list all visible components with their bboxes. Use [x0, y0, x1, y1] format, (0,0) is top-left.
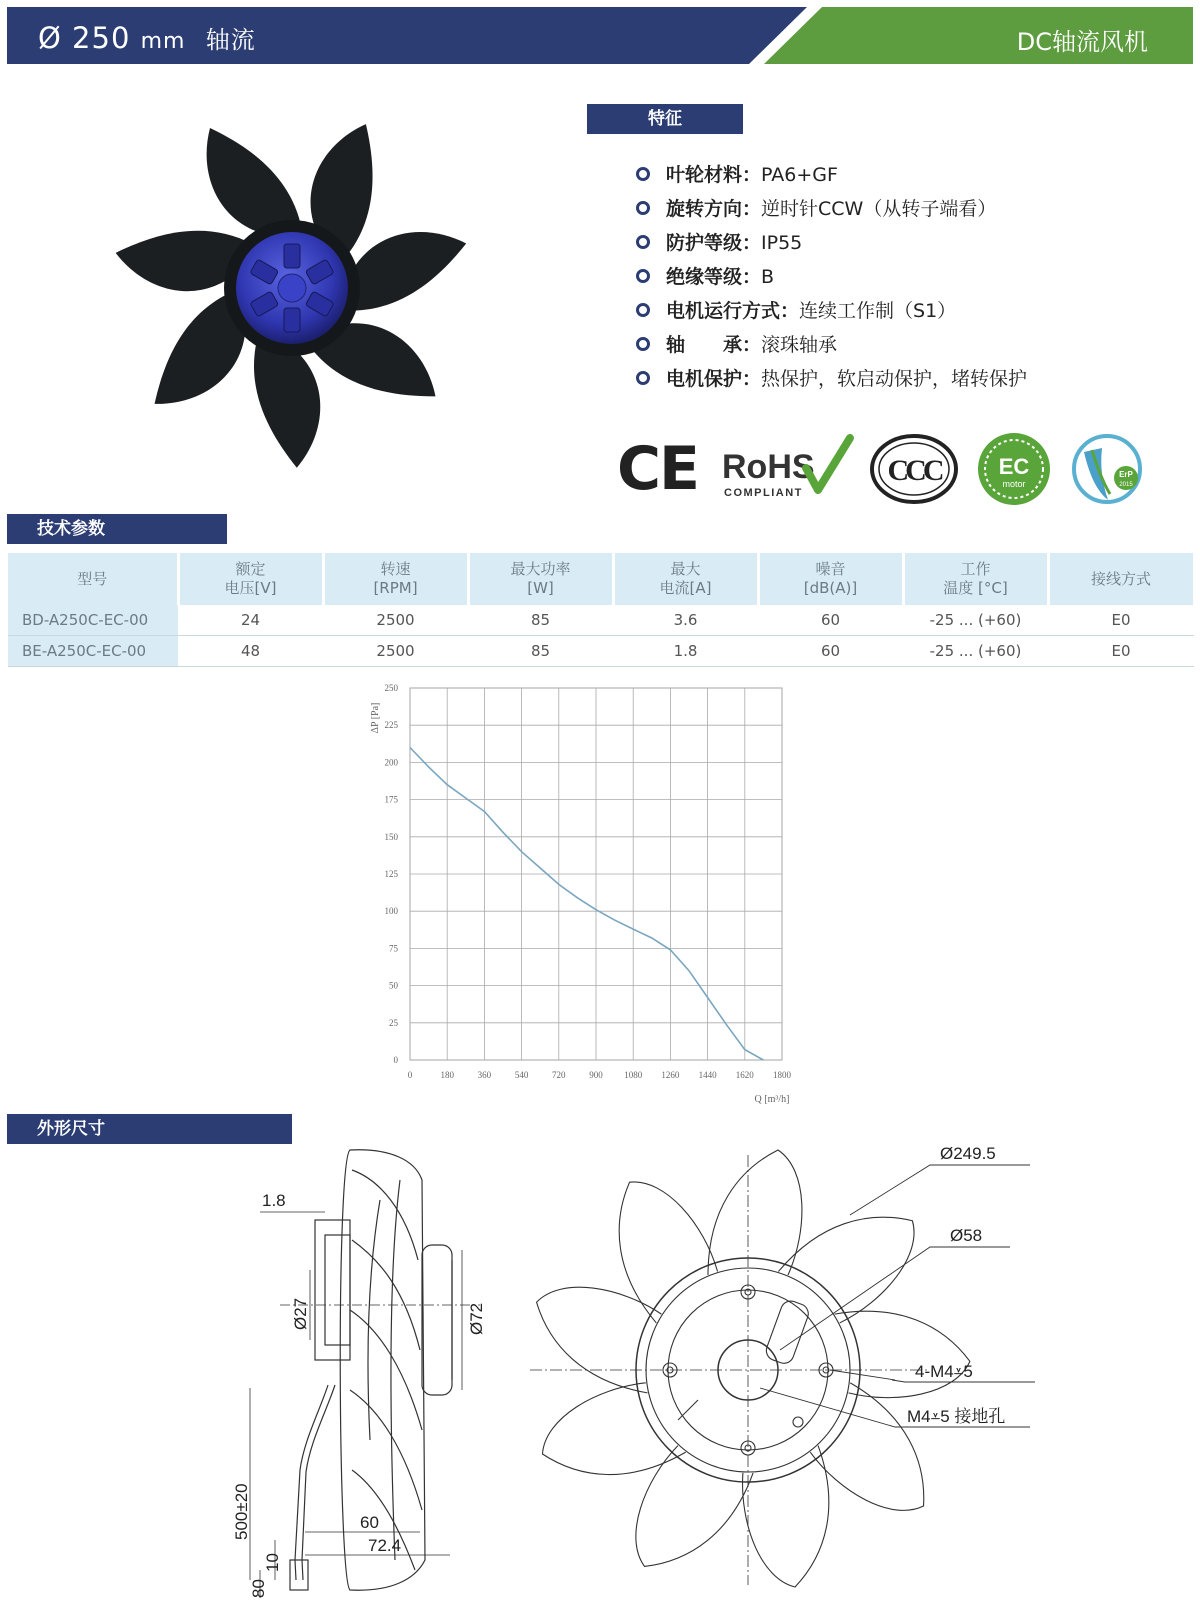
chart-x-tick-label: 1620: [735, 1070, 754, 1080]
chart-x-tick-label: 180: [440, 1070, 454, 1080]
cell-temperature: -25 ... (+60): [903, 636, 1048, 667]
product-title: [38, 20, 256, 55]
chart-x-tick-label: 1080: [624, 1070, 643, 1080]
col-header-wiring: 接线方式: [1048, 553, 1194, 605]
feature-item: 旋转方向：逆时针CCW（从转子端看）: [636, 192, 1196, 226]
table-header-row: [8, 553, 1194, 605]
col-header-speed: 转速 [RPM]: [323, 553, 468, 605]
col-header-temperature: 工作 温度 [°C]: [903, 553, 1048, 605]
cell-speed: 2500: [323, 636, 468, 667]
cell-model: BE-A250C-EC-00: [8, 636, 178, 667]
col-header-current: 最大 电流[A]: [613, 553, 758, 605]
chart-x-tick-label: 360: [477, 1070, 492, 1080]
spec-table: [8, 553, 1196, 667]
diameter-unit: mm: [140, 29, 186, 54]
chart-x-tick-label: 540: [514, 1070, 529, 1080]
cell-current: 1.8: [613, 636, 758, 667]
cell-temperature: -25 ... (+60): [903, 605, 1048, 636]
dim-hub-diameter: Ø72: [467, 1302, 486, 1335]
dim-impeller-diameter: Ø249.5: [940, 1144, 996, 1163]
cell-voltage: 24: [178, 605, 323, 636]
col-header-voltage: 额定 电压[V]: [178, 553, 323, 605]
chart-x-tick-label: 1260: [661, 1070, 680, 1080]
cell-power: 85: [468, 636, 613, 667]
chart-y-tick-label: 250: [384, 683, 398, 693]
diameter-symbol: Ø: [38, 21, 62, 55]
features-list: [636, 158, 1196, 396]
svg-text:motor: motor: [1002, 479, 1026, 489]
svg-text:2015: 2015: [1119, 482, 1133, 488]
feature-item: 防护等级：IP55: [636, 226, 1196, 260]
chart-y-ticks: [385, 683, 399, 1065]
svg-text:CCC: CCC: [887, 454, 941, 487]
chart-x-tick-label: 900: [589, 1070, 603, 1080]
chart-grid: [410, 688, 782, 1060]
fan-photo: [120, 98, 500, 478]
chart-x-ticks: [408, 1070, 792, 1080]
dim-cable-end: 80: [249, 1579, 268, 1598]
dim-ground-hole: M4⩡5 接地孔: [907, 1407, 1006, 1426]
svg-text:RoHS: RoHS: [722, 448, 815, 486]
dim-depth: 60: [360, 1513, 379, 1532]
fan-type: 轴流: [205, 26, 256, 54]
feature-item: 绝缘等级：B: [636, 260, 1196, 294]
dim-cable-length: 500±20: [232, 1483, 251, 1540]
dim-center-diameter: Ø58: [950, 1226, 983, 1245]
col-header-noise: 噪音 [dB(A)]: [758, 553, 903, 605]
erp-logo-icon: [1068, 430, 1146, 508]
chart-series-line: [410, 748, 763, 1061]
ce-mark-icon: CE: [617, 434, 699, 504]
dim-total-depth: 72.4: [368, 1536, 402, 1555]
bullet-icon: [636, 201, 650, 215]
chart-y-tick-label: 175: [384, 794, 398, 805]
chart-x-tick-label: 720: [552, 1070, 566, 1080]
dim-flange-thickness: 1.8: [262, 1191, 286, 1210]
cell-power: 85: [468, 605, 613, 636]
feature-item: 电机保护：热保护，软启动保护，堵转保护: [636, 362, 1196, 396]
bullet-icon: [636, 235, 650, 249]
table-row: [8, 636, 1194, 667]
chart-y-tick-label: 225: [384, 720, 398, 731]
chart-y-tick-label: 200: [384, 757, 398, 768]
chart-y-axis-label: ΔP [Pa]: [370, 702, 381, 734]
dim-shaft-diameter: Ø27: [291, 1297, 310, 1330]
cell-current: 3.6: [613, 605, 758, 636]
product-category: DC轴流风机: [1016, 28, 1148, 56]
bullet-icon: [636, 371, 650, 385]
chart-y-tick-label: 100: [384, 906, 398, 917]
col-header-power: 最大功率 [W]: [468, 553, 613, 605]
cell-wiring: E0: [1048, 636, 1194, 667]
spec-section-title: 技术参数: [7, 514, 227, 544]
front-view-drawing: [530, 1135, 1050, 1605]
chart-y-tick-label: 125: [384, 869, 398, 879]
bullet-icon: [636, 337, 650, 351]
rohs-logo-icon: [718, 430, 858, 508]
chart-y-tick-label: 50: [389, 980, 398, 991]
dimensions-section-title: 外形尺寸: [7, 1114, 292, 1144]
chart-y-tick-label: 75: [389, 943, 398, 954]
chart-x-tick-label: 1440: [698, 1070, 717, 1080]
bullet-icon: [636, 269, 650, 283]
cell-wiring: E0: [1048, 605, 1194, 636]
bullet-icon: [636, 167, 650, 181]
fan-blade: [207, 128, 302, 236]
dim-cable-strip: 10: [263, 1553, 282, 1572]
chart-y-tick-label: 150: [384, 831, 398, 842]
feature-item: 轴 承：滚珠轴承: [636, 328, 1196, 362]
cell-speed: 2500: [323, 605, 468, 636]
table-row: [8, 605, 1194, 636]
cell-noise: 60: [758, 605, 903, 636]
dim-mount-holes: 4-M4⩡5: [915, 1362, 973, 1381]
cell-model: BD-A250C-EC-00: [8, 605, 178, 636]
svg-text:COMPLIANT: COMPLIANT: [724, 487, 803, 499]
side-view-drawing: [232, 1140, 510, 1605]
cell-noise: 60: [758, 636, 903, 667]
features-title: 特征: [587, 104, 743, 134]
diameter-value: 250: [72, 21, 131, 55]
ccc-logo-icon: [868, 430, 960, 508]
col-header-model: 型号: [8, 553, 178, 605]
chart-y-tick-label: 25: [389, 1017, 398, 1028]
chart-y-tick-label: 0: [393, 1055, 398, 1065]
bullet-icon: [636, 303, 650, 317]
cell-voltage: 48: [178, 636, 323, 667]
feature-item: 叶轮材料：PA6+GF: [636, 158, 1196, 192]
chart-x-tick-label: 1800: [773, 1070, 791, 1080]
feature-item: 电机运行方式：连续工作制（S1）: [636, 294, 1196, 328]
svg-text:ErP: ErP: [1119, 470, 1133, 479]
chart-x-axis-label: Q [m³/h]: [754, 1094, 790, 1105]
chart-x-tick-label: 0: [407, 1070, 413, 1080]
performance-chart: [370, 683, 830, 1128]
svg-text:EC: EC: [998, 454, 1030, 479]
ec-motor-logo-icon: [975, 430, 1053, 508]
